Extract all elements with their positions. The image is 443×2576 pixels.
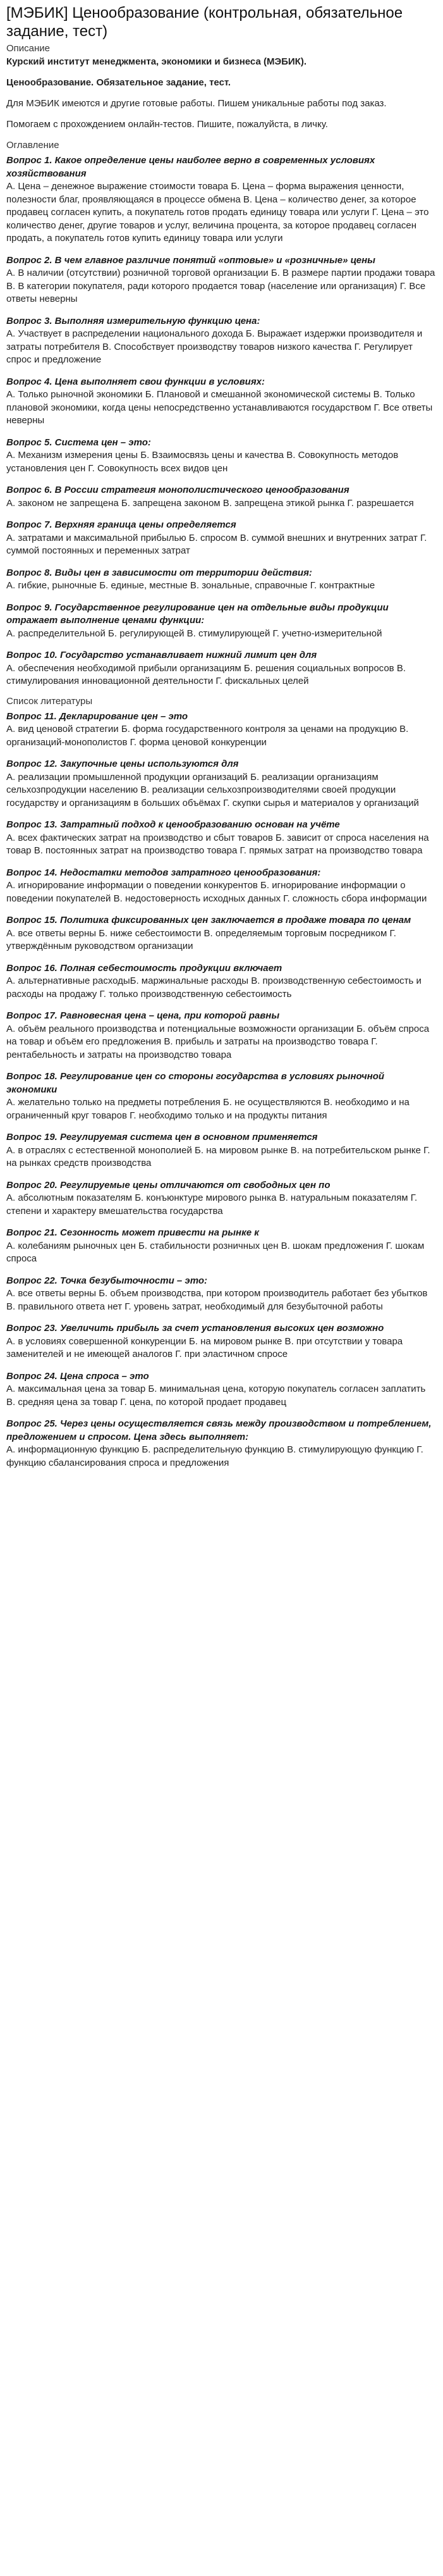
question-title: Вопрос 1. Какое определение цены наиболее верно в современных условиях хозяйствования (6, 155, 375, 179)
institute-name: Курский институт менеджмента, экономики и бизнеса (МЭБИК). (6, 56, 306, 67)
question-title: Вопрос 15. Политика фиксированных цен заключается в продаже товара по ценам (6, 915, 411, 926)
question-answers: А. колебаниям рыночных цен Б. стабильности розничных цен В. шокам предложения Г. шокам спроса (6, 1240, 425, 1264)
question-title: Вопрос 22. Точка безубыточности – это: (6, 1275, 208, 1286)
question-title: Вопрос 17. Равновесная цена – цена, при которой равны (6, 1010, 280, 1021)
question-title: Вопрос 10. Государство устанавливает нижний лимит цен для (6, 650, 317, 660)
question-answers: А. игнорирование информации о поведении конкурентов Б. игнорирование информации о поведении покупателей В. недостоверность исходных данных Г. сложность сбора информации (6, 880, 427, 904)
question-answers: А. Цена – денежное выражение стоимости товара Б. Цена – форма выражения ценности, полезности благ, проявляющаяся в процессе обмена В. Цена – количество денег, за которое продавец согласен купить, а покупатель готов продать единицу товара или услуги Г. Цена – это количество денег, другие товаров и услуг, величина процента, за которое продавец согласен продать, а покупатель готов купить единицу товара или услуги (6, 181, 429, 244)
question-title: Вопрос 24. Цена спроса – это (6, 1370, 149, 1382)
question-answers: А. обеспечения необходимой прибыли организациям Б. решения социальных вопросов В. стимулирования инновационной деятельности Г. фискальных целей (6, 662, 406, 686)
question-answers: А. желательно только на предметы потребления Б. не осуществляются В. необходимо и на ограниченный круг товаров Г. необходимо только и на продукты питания (6, 1097, 410, 1121)
question-title: Вопрос 18. Регулирование цен со стороны государства в условиях рыночной экономики (6, 1071, 385, 1095)
question-answers: А. всех фактических затрат на производство и сбыт товаров Б. зависит от спроса населения на товар В. постоянных затрат на производство товара Г. прямых затрат на производство товара (6, 832, 429, 856)
question-title: Вопрос 6. В России стратегия монополистического ценообразования (6, 485, 349, 495)
question-title: Вопрос 11. Декларирование цен – это (6, 710, 188, 722)
toc-heading: Оглавление (6, 140, 59, 151)
question-title: Вопрос 21. Сезонность может привести на рынке к (6, 1227, 259, 1238)
intro-paragraph-2: Помогаем с прохождением онлайн-тестов. Пишите, пожалуйста, в личку. (6, 119, 328, 130)
question-answers: А. В наличии (отсутствии) розничной торговой организации Б. В размере партии продажи товара В. В категории покупателя, ради которого продается товар (население или организация) Г. Все ответы неверны (6, 268, 435, 304)
question-answers: А. в условиях совершенной конкуренции Б. на мировом рынке В. при отсутствии у товара заменителей и не имеющей аналогов Г. при эластичном спросе (6, 1335, 403, 1359)
question-answers: А. законом не запрещена Б. запрещена законом В. запрещена этикой рынка Г. разрешается (6, 497, 414, 509)
question-title: Вопрос 19. Регулируемая система цен в основном применяется (6, 1132, 318, 1142)
question-title: Вопрос 23. Увеличить прибыль за счет установления высоких цен возможно (6, 1323, 384, 1334)
question-title: Вопрос 7. Верхняя граница цены определяется (6, 519, 236, 530)
question-answers: А. вид ценовой стратегии Б. форма государственного контроля за ценами на продукцию В. организаций-монополистов Г. форма ценовой конкуренции (6, 724, 409, 748)
question-answers: А. все ответы верны Б. объем производства, при котором производитель работает без убытков В. правильного ответа нет Г. уровень затрат, необходимый для безубыточной работы (6, 1288, 428, 1312)
question-title: Вопрос 12. Закупочные цены используются для (6, 759, 239, 769)
bibliography-heading: Список литературы (6, 695, 93, 707)
question-title: Вопрос 20. Регулируемые цены отличаются от свободных цен по (6, 1179, 331, 1191)
question-answers: А. Участвует в распределении национального дохода Б. Выражает издержки производителя и затраты потребителя В. Способствует производству товаров низкого качества Г. Регулирует спрос и предложение (6, 328, 423, 365)
page-title: [МЭБИК] Ценообразование (контрольная, обязательное задание, тест) (6, 4, 403, 40)
question-title: Вопрос 13. Затратный подход к ценообразованию основан на учёте (6, 819, 340, 830)
question-title: Вопрос 25. Через цены осуществляется связь между производством и потреблением, предложением и спросом. Цена здесь выполняет: (6, 1418, 432, 1442)
question-answers: А. гибкие, рыночные Б. единые, местные В. зональные, справочные Г. контрактные (6, 580, 375, 591)
question-title: Вопрос 16. Полная себестоимость продукции включает (6, 962, 282, 974)
intro-paragraph-1: Для МЭБИК имеются и другие готовые работы. Пишем уникальные работы под заказ. (6, 98, 387, 109)
question-answers: А. максимальная цена за товар Б. минимальная цена, которую покупатель согласен заплатить В. средняя цена за товар Г. цена, по которой продает продавец (6, 1384, 426, 1408)
description-heading: Описание (6, 43, 51, 54)
question-title: Вопрос 3. Выполняя измерительную функцию цена: (6, 315, 260, 326)
question-list-1 (6, 152, 437, 695)
question-answers: А. Механизм измерения цены Б. Взаимосвязь цены и качества В. Совокупность методов установления цен Г. Совокупность всех видов цен (6, 450, 399, 474)
question-title: Вопрос 5. Система цен – это: (6, 437, 151, 448)
question-list-2 (6, 708, 437, 1477)
question-answers: А. объём реального производства и потенциальные возможности организации Б. объём спроса на товар и объём его предложения В. прибыль и затраты на производство товара Г. рентабельность и затраты на производство товара (6, 1023, 430, 1060)
question-title: Вопрос 2. В чем главное различие понятий «оптовые» и «розничные» цены (6, 254, 375, 266)
subject-line: Ценообразование. Обязательное задание, тест. (6, 77, 231, 88)
question-answers: А. абсолютным показателям Б. конъюнктуре мирового рынка В. натуральным показателям Г. степени и характеру вмешательства государства (6, 1192, 418, 1217)
question-title: Вопрос 4. Цена выполняет свои функции в условиях: (6, 376, 265, 387)
question-answers: А. реализации промышленной продукции организаций Б. реализации организациям сельхозпродукции населению В. реализации сельхозпроизводителями своей продукции государству и организациям в больших объёмах Г. скупки сырья и материалов у организаций (6, 771, 419, 808)
question-answers: А. информационную функцию Б. распределительную функцию В. стимулирующую функцию Г. функцию сбалансирования спроса и предложения (6, 1444, 423, 1468)
question-title: Вопрос 8. Виды цен в зависимости от территории действия: (6, 567, 312, 578)
question-answers: А. распределительной Б. регулирующей В. стимулирующей Г. учетно-измерительной (6, 628, 382, 639)
question-answers: А. альтернативные расходыБ. маржинальные расходы В. производственную себестоимость и расходы на продажу Г. только производственную себестоимость (6, 975, 422, 1000)
question-answers: А. все ответы верны Б. ниже себестоимости В. определяемым торговым посредником Г. утверждённым руководством организации (6, 927, 396, 951)
question-title: Вопрос 14. Недостатки методов затратного ценообразования: (6, 867, 321, 878)
question-answers: А. затратами и максимальной прибылью Б. спросом В. суммой внешних и внутренних затрат Г. суммой постоянных и переменных затрат (6, 532, 427, 556)
question-answers: А. Только рыночной экономики Б. Плановой и смешанной экономической системы В. Только плановой экономики, когда цены непосредственно устанавливаются государством Г. Все ответы неверны (6, 389, 433, 426)
question-title: Вопрос 9. Государственное регулирование цен на отдельные виды продукции отражает выполнение ценами функции: (6, 602, 389, 626)
question-answers: А. в отраслях с естественной монополией Б. на мировом рынке В. на потребительском рынке Г. на рынках средств производства (6, 1144, 430, 1168)
